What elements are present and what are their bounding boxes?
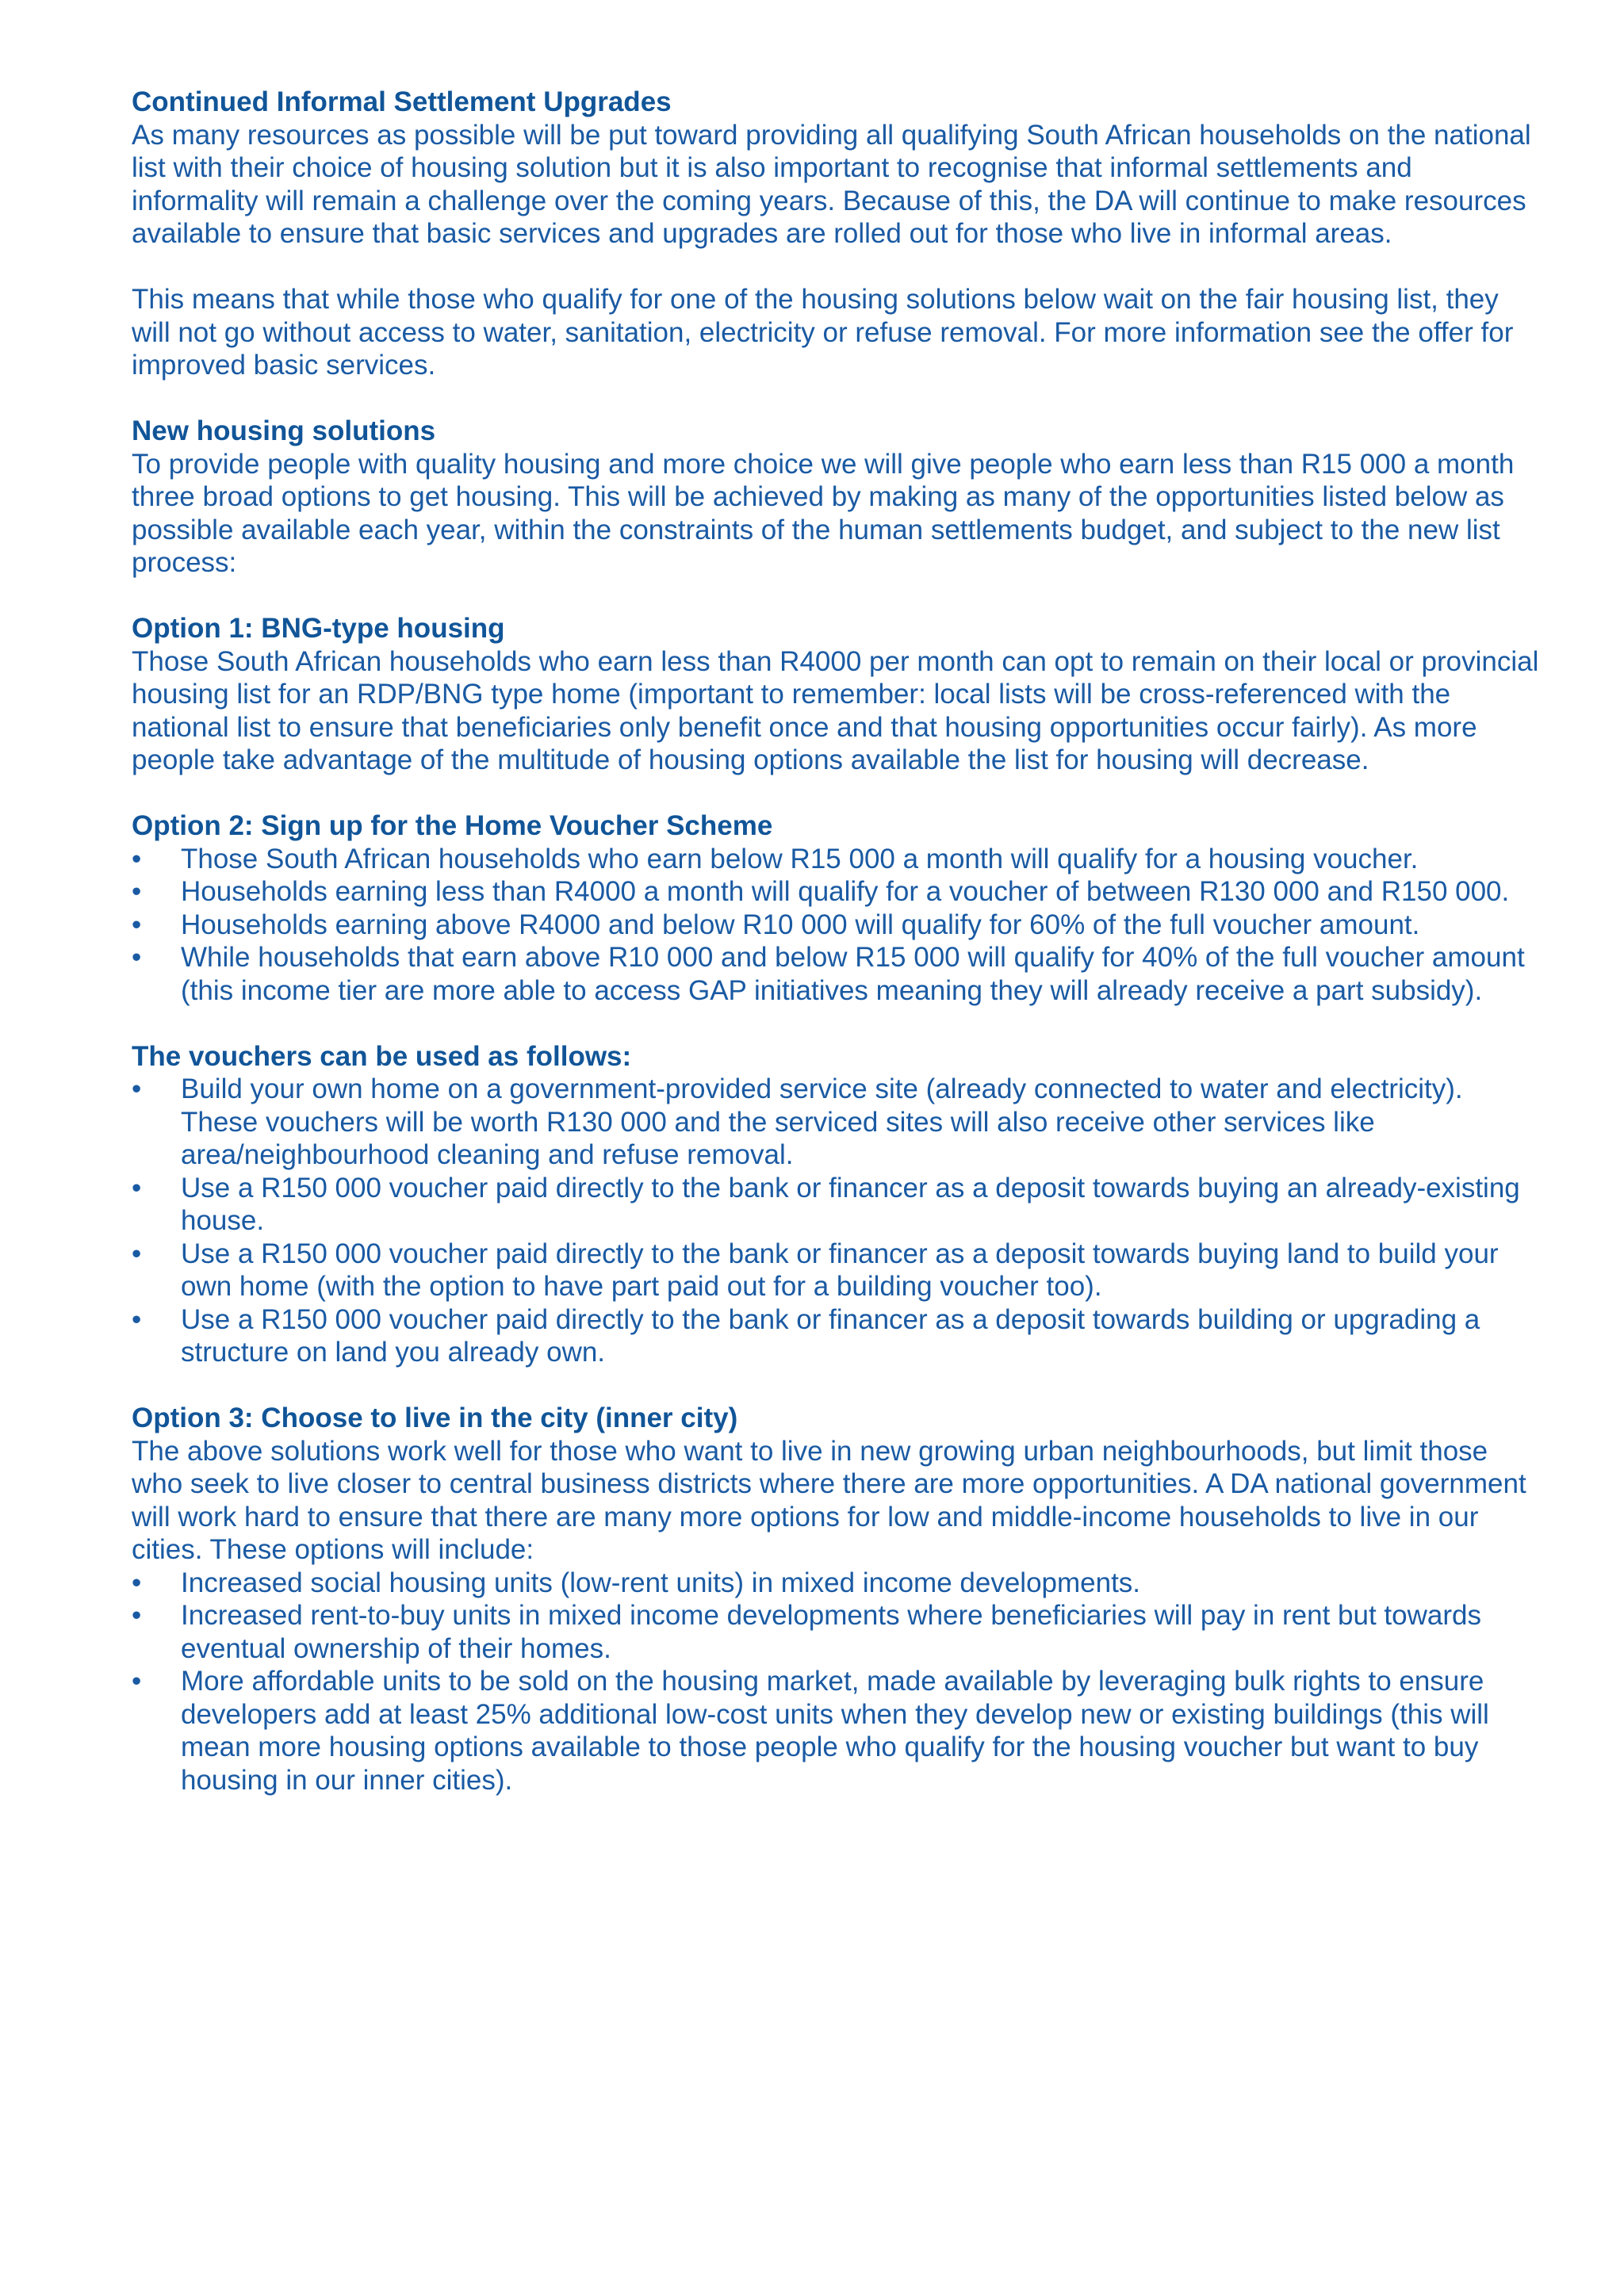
section-voucher-uses (132, 1040, 1543, 1369)
list-item-text: More affordable units to be sold on the housing market, made available by leveraging bulk rights to ensure developers add at least 25% additional low-cost units when they develop new or existing buildings (this will mean more housing options available to those people who qualify for the housing voucher but want to buy housing in our inner cities). (181, 1666, 1489, 1796)
bullet-icon: • (132, 876, 142, 907)
bullet-icon: • (132, 1238, 142, 1269)
section-option-1 (132, 612, 1543, 777)
list-item (132, 1665, 1543, 1797)
list-item-text: While households that earn above R10 000 and below R15 000 will qualify for 40% of the full voucher amount (this income tier are more able to access GAP initiatives meaning they will already receive a part subsidy). (181, 942, 1525, 1006)
bullet-icon: • (132, 942, 142, 973)
list-item (132, 843, 1543, 876)
list-item (132, 875, 1543, 909)
list-item-text: Use a R150 000 voucher paid directly to the bank or financer as a deposit towards buying an already-existing house. (181, 1172, 1520, 1236)
section-heading: Option 3: Choose to live in the city (inner city) (132, 1402, 738, 1433)
bullet-icon: • (132, 1172, 142, 1203)
section-heading: Option 1: BNG-type housing (132, 613, 505, 644)
list-item (132, 1073, 1543, 1172)
bullet-icon: • (132, 1073, 142, 1104)
bullet-icon: • (132, 1666, 142, 1697)
section-heading: Option 2: Sign up for the Home Voucher Scheme (132, 810, 773, 841)
list-item (132, 1172, 1543, 1238)
list-item-text: Use a R150 000 voucher paid directly to the bank or financer as a deposit towards buying land to build your own home (with the option to have part paid out for a building voucher too). (181, 1238, 1499, 1302)
list-item-text: Increased rent-to-buy units in mixed income developments where beneficiaries will pay in rent but towards eventual ownership of their homes. (181, 1600, 1481, 1664)
bullet-icon: • (132, 1303, 142, 1335)
list-item-text: Use a R150 000 voucher paid directly to the bank or financer as a deposit towards building or upgrading a structure on land you already own. (181, 1303, 1480, 1368)
bullet-icon: • (132, 909, 142, 940)
list-item-text: Increased social housing units (low-rent units) in mixed income developments. (181, 1567, 1141, 1598)
document-page (132, 86, 1543, 1830)
section-option-3 (132, 1402, 1543, 1797)
bullet-list (132, 1073, 1543, 1369)
list-item (132, 1599, 1543, 1665)
section-informal-settlements (132, 86, 1543, 382)
section-heading: New housing solutions (132, 415, 436, 446)
list-item-text: Build your own home on a government-provided service site (already connected to water and electricity). These vouchers will be worth R130 000 and the serviced sites will also receive other services like area/neighbourhood cleaning and refuse removal. (181, 1073, 1463, 1170)
bullet-list (132, 843, 1543, 1008)
bullet-list (132, 1567, 1543, 1797)
section-paragraph: The above solutions work well for those who want to live in new growing urban neighbourhoods, but limit those who seek to live closer to central business districts where there are more opportunities. A DA national government will work hard to ensure that there are many more options for low and middle-income households to live in our cities. These options will include: (132, 1435, 1526, 1565)
bullet-icon: • (132, 1567, 142, 1598)
list-item-text: Households earning above R4000 and below R10 000 will qualify for 60% of the full voucher amount. (181, 909, 1420, 940)
list-item (132, 941, 1543, 1007)
list-item (132, 909, 1543, 942)
bullet-icon: • (132, 843, 142, 874)
section-paragraph: This means that while those who qualify for one of the housing solutions below wait on the fair housing list, they will not go without access to water, sanitation, electricity or refuse removal. For more information see the offer for improved basic services. (132, 284, 1514, 381)
bullet-icon: • (132, 1600, 142, 1631)
section-paragraph: To provide people with quality housing and more choice we will give people who earn less than R15 000 a month three broad options to get housing. This will be achieved by making as many of the opportunities listed below as possible available each year, within the constraints of the human settlements budget, and subject to the new list process: (132, 448, 1515, 578)
section-heading: Continued Informal Settlement Upgrades (132, 86, 672, 117)
list-item (132, 1238, 1543, 1303)
section-heading: The vouchers can be used as follows: (132, 1040, 632, 1072)
section-new-housing-solutions (132, 415, 1543, 580)
list-item (132, 1567, 1543, 1600)
list-item-text: Households earning less than R4000 a month will qualify for a voucher of between R130 000 and R150 000. (181, 876, 1510, 907)
section-option-2 (132, 809, 1543, 1007)
list-item-text: Those South African households who earn below R15 000 a month will qualify for a housing voucher. (181, 843, 1419, 874)
section-paragraph: As many resources as possible will be put toward providing all qualifying South African households on the national list with their choice of housing solution but it is also important to recognise that informal settlements and informality will remain a challenge over the coming years. Because of this, the DA will continue to make resources available to ensure that basic services and upgrades are rolled out for those who live in informal areas. (132, 119, 1531, 249)
list-item (132, 1303, 1543, 1369)
section-paragraph: Those South African households who earn less than R4000 per month can opt to remain on their local or provincial housing list for an RDP/BNG type home (important to remember: local lists will be cross-referenced with the national list to ensure that beneficiaries only benefit once and that housing opportunities occur fairly). As more people take advantage of the multitude of housing options available the list for housing will decrease. (132, 645, 1539, 775)
